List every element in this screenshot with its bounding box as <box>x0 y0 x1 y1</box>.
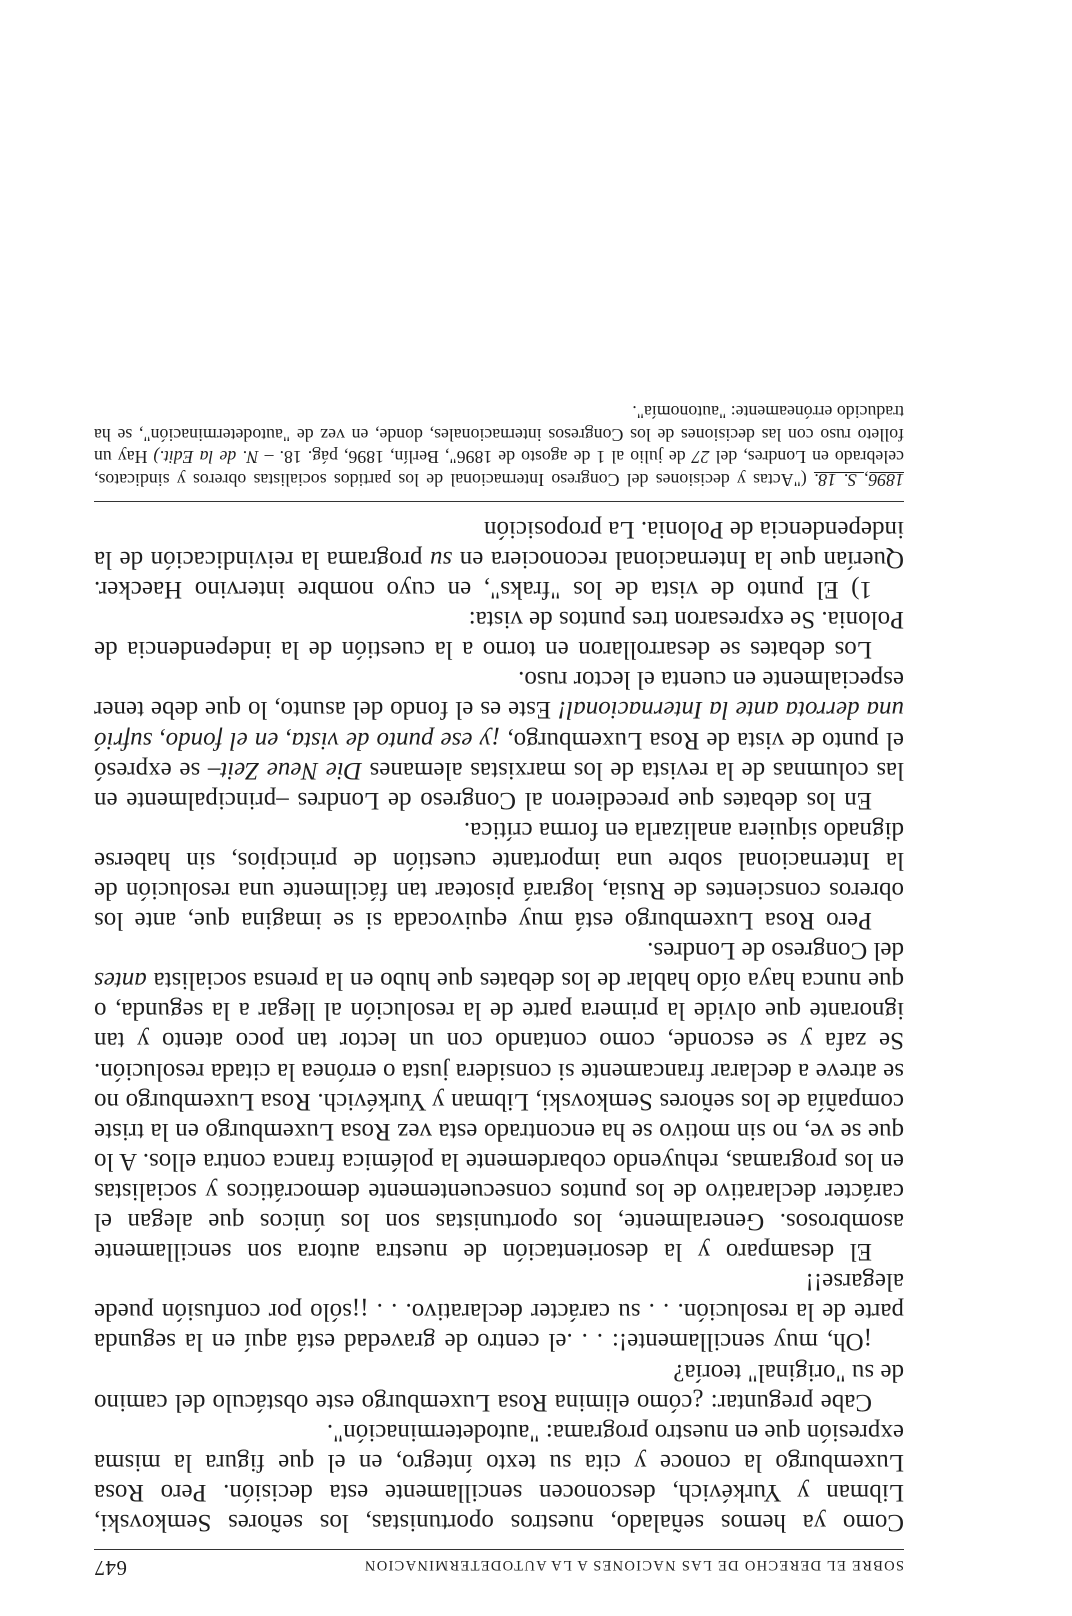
running-header <box>94 1549 904 1580</box>
editor-note: N. de la Edit.) <box>153 447 259 468</box>
footnote-ref: 1896, S. 18. <box>813 469 904 490</box>
paragraph-1: Como ya hemos señalado, nuestros oportunistas, los señores Semkovski, Libman y Yurkévich, desconocen sencillamente esta decisión. Pero Rosa Luxemburgo la conoce y cita su texto íntegro, en el que figura la misma expresión que en nuestro programa: "autodeterminación". <box>94 1418 904 1536</box>
journal-title: Die Neue Zeit <box>220 756 362 784</box>
page-number: 647 <box>94 1556 127 1580</box>
paragraph-4: El desamparo y la desorientación de nuestra autora son sencillamente asombrosos. Generalmente, los oportunistas son los únicos que alegan el carácter declarativo de los puntos consecuentemente democráticos y socialistas en los programas, rehuyendo cobardemente la polémica franca contra ellos. A lo que se ve, no sin motivo se ha encontrado esta vez Rosa Luxemburgo en la triste compañía de los señores Semkovski, Libman y Yurkévich. Rosa Luxemburgo no se atreve a declarar francamente si considera justa o errónea la citada resolución. Se zafa y se esconde, como contando con un lector tan poco atento y tan ignorante que olvide la primera parte de la resolución al llegar a la segunda, o que nunca haya oído hablar de los debates que hubo en la prensa socialista antes del Congreso de Londres. <box>94 937 904 1266</box>
paragraph-3: ¡Oh, muy sencillamente!: . . .el centro de gravedad está aquí en la segunda parte de la resolución. . . su carácter declarativo. . . ¡¡sólo por confusión puede alegarse!! <box>94 1268 904 1356</box>
emphasis-su: su <box>430 546 453 573</box>
body-text <box>94 514 904 1537</box>
footnote: 1896, S. 18. ("Actas y decisiones del Congreso Internacional de los partidos socialistas obreros y sindicatos, celebrado en Londres, del 27 de julio al 1 de agosto de 1896", Berlín, 1896, pág. 18. – N. de la Edit.) Hay un folleto ruso con las decisiones de los Congresos internacionales, donde, en vez de "autodeterminación", se ha traducido erróneamente: "autonomía". <box>94 401 904 502</box>
footnote-date-num: 27 <box>691 447 710 468</box>
paragraph-6: En los debates que precedieron al Congreso de Londres –principalmente en las columnas de la revista de los marxistas alemanes Die Neue Zeit– se expresó el punto de vista de Rosa Luxemburgo, ¡y ese punto de vista, en el fondo, sufrió una derrota ante la Internacional! Este es el fondo del asunto, lo que debe tener especialmente en cuenta el lector ruso. <box>93 666 904 814</box>
book-page <box>94 401 904 1580</box>
emphasis-antes: antes <box>94 967 147 995</box>
paragraph-7: Los debates se desarrollaron en torno a la cuestión de la independencia de Polonia. Se expresaron tres puntos de vista: <box>94 606 904 664</box>
running-title: SOBRE EL DERECHO DE LAS NACIONES A LA AUTODETERMINACION <box>363 1557 904 1573</box>
emphasis-defeat: ¡y ese punto de vista, en el fondo, sufrió una derrota ante la Internacional! <box>94 696 904 754</box>
paragraph-8: 1) El punto de vista de los "fraks", en cuyo nombre intervino Haecker. Querían que la Internacional reconociera en su programa la reivindicación de la independencia de Polonia. La proposición <box>93 515 904 604</box>
paragraph-5: Pero Rosa Luxemburgo está muy equivocada si se imagina que, ante los obreros conscientes de Rusia, logrará pisotear tan fácilmente una resolución de la Internacional sobre una importante cuestión de principios, sin haberse dignado siquiera analizarla en forma crítica. <box>94 816 904 935</box>
paragraph-2: Cabe preguntar: ¿cómo elimina Rosa Luxemburgo este obstáculo del camino de su "original" teoría? <box>94 1358 904 1416</box>
